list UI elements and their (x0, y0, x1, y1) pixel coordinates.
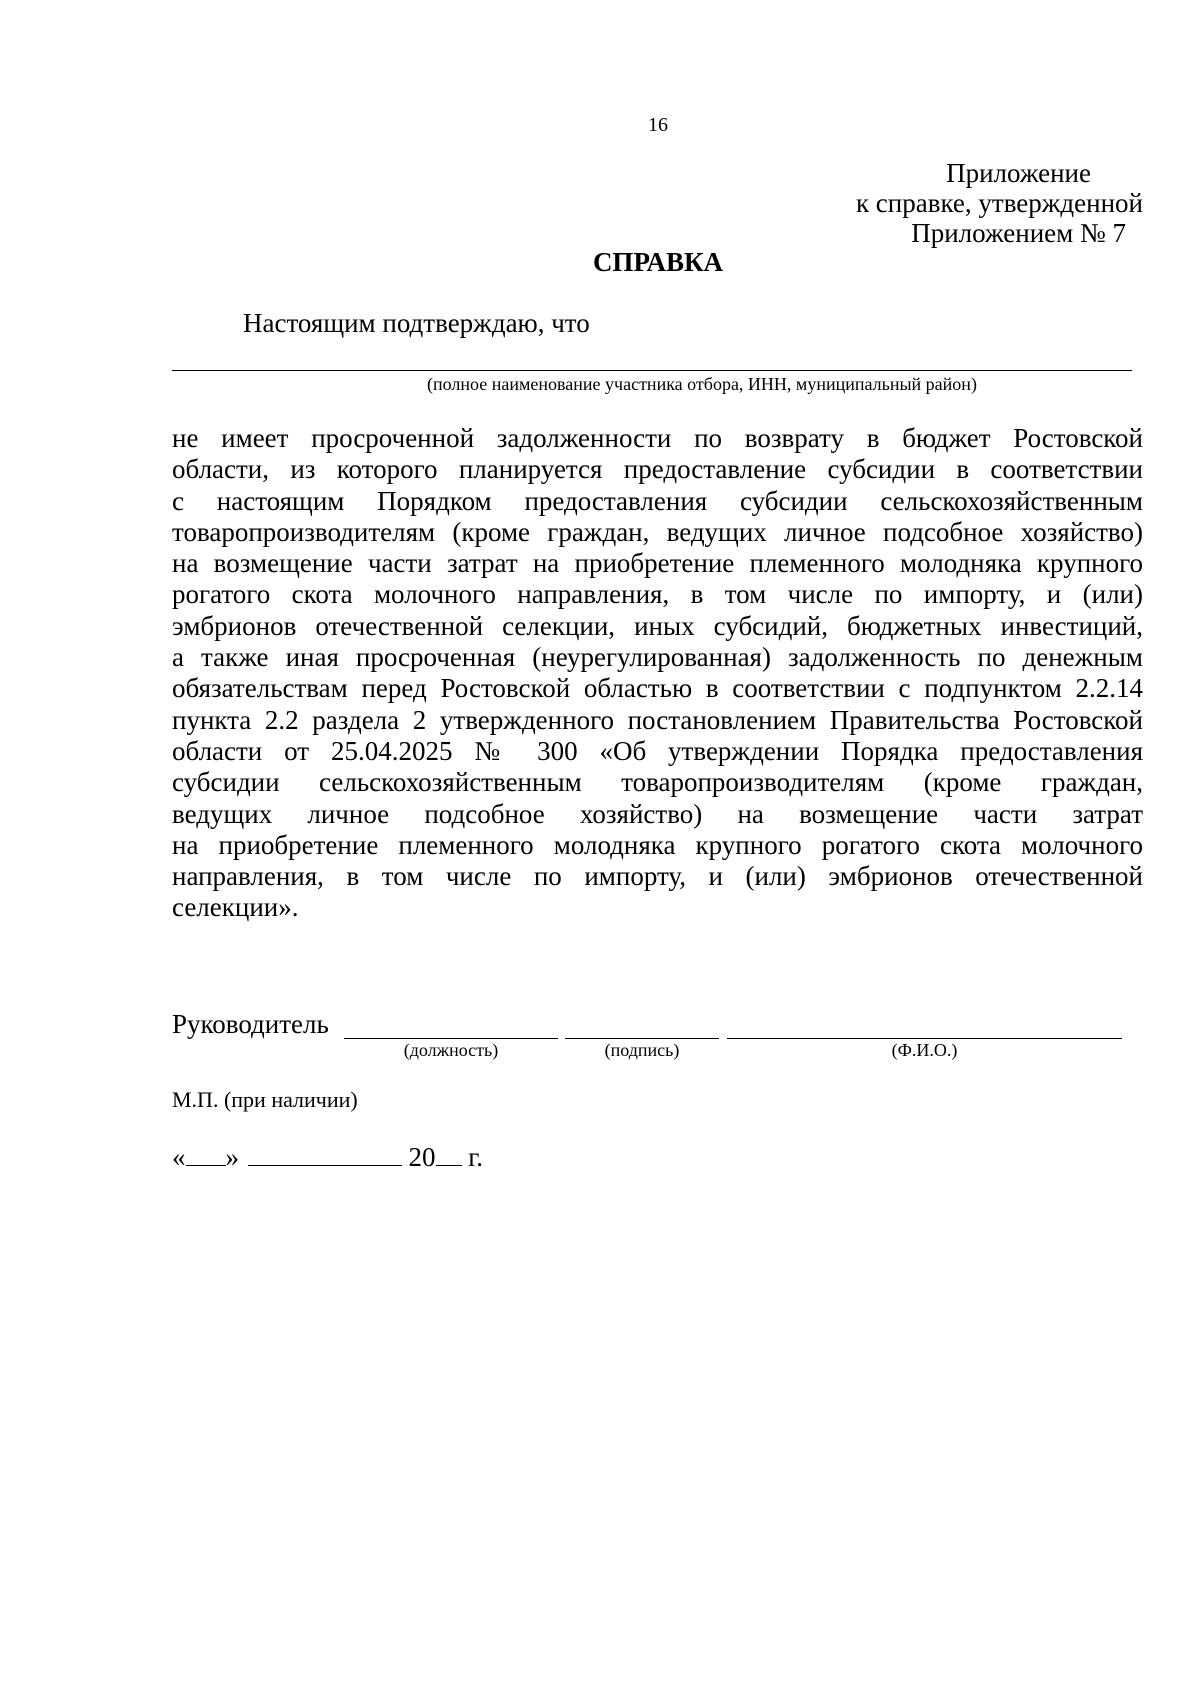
body-line: на возмещение части затрат на приобретение племенного молодняка крупного (172, 548, 1143, 579)
day-field[interactable] (186, 1143, 226, 1166)
body-line: ведущих личное подсобное хозяйство) на возмещение части затрат (172, 798, 1143, 829)
date-close-quote: » (225, 1142, 239, 1172)
certificate-body (172, 423, 1143, 924)
stamp-place-text: М.П. (при наличии) (172, 1087, 358, 1112)
position-caption: (должность) (403, 1040, 499, 1060)
appendix-line-2: к справке, утвержденной (855, 188, 1143, 218)
body-line: области от 25.04.2025 № 300 «Об утверждении Порядка предоставления (172, 735, 1143, 766)
document-title: СПРАВКА (592, 247, 724, 277)
intro-text: Настоящим подтверждаю, что (243, 308, 590, 338)
body-line: с настоящим Порядком предоставления субсидии сельскохозяйственным (172, 485, 1143, 516)
appendix-line-1: Приложение (946, 158, 1091, 188)
signature-caption: (подпись) (604, 1040, 680, 1060)
body-line: товаропроизводителям (кроме граждан, ведущих личное подсобное хозяйство) (172, 516, 1143, 547)
date-open-quote: « (172, 1142, 186, 1172)
body-line: а также иная просроченная (неурегулированная) задолженность по денежным (172, 642, 1143, 673)
full-name-caption: (Ф.И.О.) (891, 1040, 958, 1060)
participant-name-field[interactable] (172, 370, 1132, 371)
body-line: эмбрионов отечественной селекции, иных субсидий, бюджетных инвестиций, (172, 610, 1143, 641)
year-suffix: г. (468, 1142, 484, 1172)
body-line: на приобретение племенного молодняка крупного рогатого скота молочного (172, 829, 1143, 860)
body-line: направления, в том числе по импорту, и (или) эмбрионов отечественной (172, 861, 1143, 892)
body-line: субсидии сельскохозяйственным товаропроизводителям (кроме граждан, (172, 767, 1143, 798)
year-field[interactable] (436, 1143, 462, 1166)
page-number: 16 (648, 114, 668, 136)
participant-name-caption: (полное наименование участника отбора, ИНН, муниципальный район) (427, 374, 977, 394)
month-field[interactable] (248, 1143, 402, 1166)
body-line: рогатого скота молочного направления, в том числе по импорту, и (или) (172, 579, 1143, 610)
date-line (172, 1140, 483, 1174)
appendix-reference (856, 158, 1143, 248)
body-line: не имеет просроченной задолженности по возврату в бюджет Ростовской (172, 423, 1143, 453)
body-line: области, из которого планируется предоставление субсидии в соответствии (172, 454, 1143, 485)
body-line: селекции». (172, 892, 299, 923)
body-line: обязательствам перед Ростовской областью в соответствии с подпунктом 2.2.14 (172, 673, 1143, 704)
body-line: пункта 2.2 раздела 2 утвержденного постановлением Правительства Ростовской (172, 704, 1143, 735)
signature-label: Руководитель (172, 1009, 329, 1039)
appendix-line-3: Приложением № 7 (911, 218, 1126, 248)
year-prefix: 20 (408, 1142, 436, 1172)
